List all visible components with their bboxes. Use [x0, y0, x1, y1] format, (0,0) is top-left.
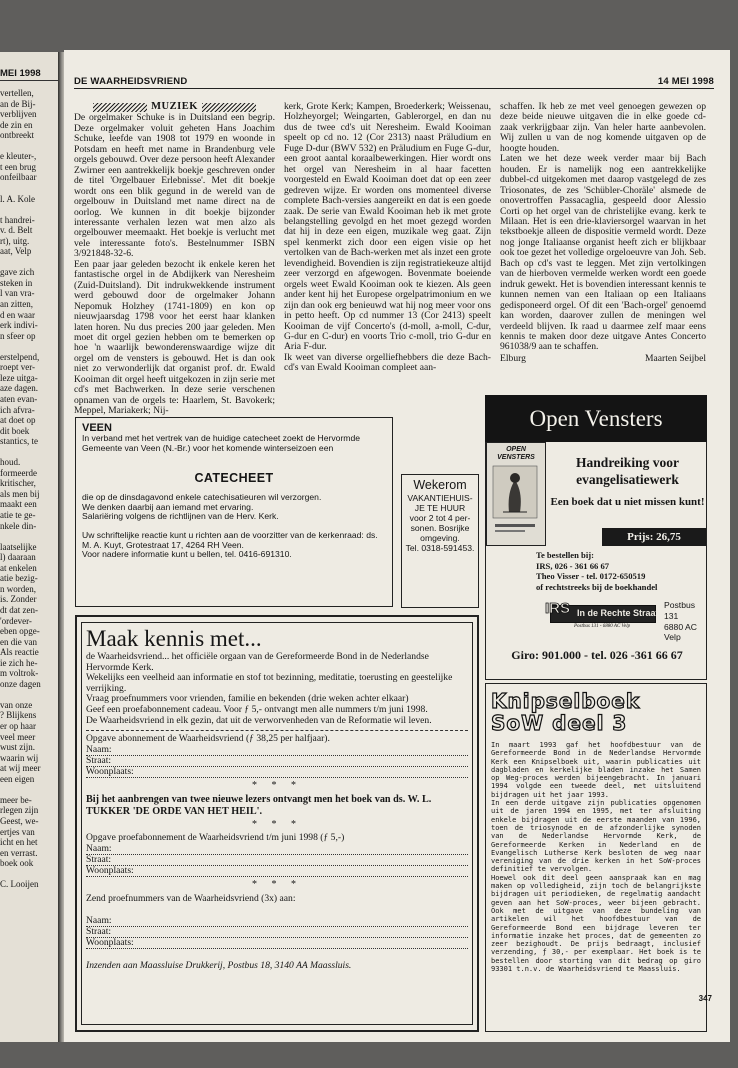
paragraph: In een derde uitgave zijn publicaties opgenomen uit de jaren 1994 en 1995, met ter afsluiting enkele bijdragen uit de eerste maanden van 1996, toen de triosynode en de afzonderlijke synoden van de Nederlandse Hervormde Kerk, de Gereformeerde Kerken in Nederland en de Evangelisch Lutherse Kerk besloten de weg naar vereniging van de drie kerken in het SoW-proces definitief te vervolgen. [491, 799, 701, 874]
byline-place: Elburg [500, 352, 526, 364]
separator-stars-2: * * * [252, 818, 302, 830]
knipsel-text [491, 741, 701, 973]
left-page-line: kritischer, [0, 478, 36, 489]
paragraph: kerk, Grote Kerk; Kampen, Broederkerk; Weissenau, Holzheyorgel; Weingarten, Gablerorgel, en dan nu dus de twee cd's uit Neresheim. Ewald Kooiman speelt op cd no. 12 (Cor 2313) naast Präludium en Fuge D-dur (BWV 532) en Präludium en Fuge G-dur, een groot aantal koraalbewerkingen. Hier wordt ons het orgel van Neresheim in al haar facetten voorgesteld en Ewald Kooiman doet dat op een zeer gedreven wijze. Er worden ons momenteel diverse complete Bach-versies aangereikt en dat is een goede zaak. De serie van Ewald Kooiman heb ik met grote belangstelling gevolgd en het moet gezegd worden dat hij in deze een eigen, muzikale weg gaat. Zijn spel kenmerkt zich door een eigen visie op het vertolken van de Bach-werken met als inzet een grote levendigheid. Bovendien is zijn registratiekeuze altijd zeer verzorgd en afgewogen. Bovenmate boeiende orgels weet Ewald Kooiman ook te kiezen. Als geen ander kent hij het Europese orgelpatrimonium en we zijn dan ook erg benieuwd wat hij nog meer voor ons in petto heeft. Op cd nummer 13 (Cor 2413) speelt Kooiman de vijf Concerto's (d-moll, a-moll, C-dur, G-dur en C-dur) en voorts Trio c-moll, trio G-dur en Aria F-dur. [284, 101, 491, 353]
book-cover [486, 442, 546, 546]
left-page-line: 'ordever- [0, 615, 32, 626]
left-page-header: MEI 1998 [0, 68, 41, 79]
naam-field-3[interactable]: Naam: [86, 916, 468, 927]
left-page-line: t handrei- [0, 214, 35, 225]
wekerom-line: JE TE HUUR [414, 503, 466, 513]
left-page-line: l) daaraan [0, 552, 36, 563]
left-page-line: v. d. Belt [0, 225, 33, 236]
paragraph: In maart 1993 gaf het hoofdbestuur van de Gereformeerde Bond in de Nederlandse Hervormde Kerk een Knipselboek uit, waarin publicaties uit dagbladen en kerkelijke bladen inzake het Samen op Weg-proces werden bijeengebracht. In januari 1994 volgde een tweede deel, met uitsluitend bijdragen uit het jaar 1993. [491, 741, 701, 799]
left-page-line: gave zich [0, 267, 35, 278]
left-page-line: onze dagen [0, 678, 41, 689]
paragraph: Voor nadere informatie kunt u bellen, tel. 0416-691310. [82, 549, 292, 560]
left-page-line: l. A. Kole [0, 193, 35, 204]
muziek-text-2 [284, 102, 491, 374]
left-page-line: icht en het [0, 837, 38, 848]
cover-illustration-icon [487, 462, 543, 540]
open-vensters-headline: Handreiking voor evangelisatiewerk [576, 455, 679, 487]
irs-logo-letters: IRS [545, 600, 571, 617]
left-page-line: formeerde [0, 467, 37, 478]
maak-title: Maak kennis met... [86, 626, 262, 651]
knipsel-title-1: Knipselboek [491, 689, 641, 713]
paragraph: Hoewel ook dit deel geen aanspraak kan en mag maken op volledigheid, zijn toch de belangrijkste bijdragen uit periodieken, de regelmatig aandacht geven aan het SoW-proces, weer bijeen gebracht. Ook met de uitgave van deze bundeling van artikelen wil het hoofdbestuur van de Gereformeerde Bond een bijdrage leveren ter informatie inzake het proces, dat de gemeenten zo zeer bezighoudt. De prijs bedraagt, inclusief verzending, ƒ 30,- per exemplaar. Het boek is te bestellen door storting van dit bedrag op giro 93301 t.n.v. de Waarheidsvriend te Maassluis. [491, 873, 701, 974]
header-rule [74, 88, 714, 89]
straat-field-1[interactable]: Straat: [86, 756, 468, 767]
order-info [536, 550, 706, 592]
title-ornament-right [202, 103, 256, 112]
left-page-line: veel meer [0, 731, 36, 742]
issue-date: 14 MEI 1998 [657, 76, 714, 87]
giro-line: Giro: 901.000 - tel. 026 -361 66 67 [511, 648, 683, 662]
veen-description [82, 493, 386, 522]
paragraph: de Waarheidsvriend... het officiële orgaan van de Gereformeerde Bond in de Nederlandse Hervormde Kerk. [86, 651, 429, 673]
woonplaats-field-3[interactable]: Woonplaats: [86, 938, 468, 949]
wekerom-ad [401, 474, 479, 608]
left-page-line: an zitten, [0, 299, 33, 309]
left-page-line: verblijven [0, 109, 37, 120]
left-page-line: aat, Velp [0, 246, 32, 257]
title-ornament-left [93, 103, 147, 112]
left-page-line: leze uitga- [0, 372, 38, 383]
woonplaats-field-1[interactable]: Woonplaats: [86, 767, 468, 778]
paragraph: Wekelijks een veelheid aan informatie en stof tot bezinning, meditatie, toerusting en geestelijke verrijking. [86, 672, 453, 694]
muziek-column-1 [74, 102, 275, 417]
left-page-line: aze dagen. [0, 383, 38, 394]
left-page-line: erstelpend, [0, 351, 40, 362]
proefnummers-label: Zend proefnummers van de Waarheidsvriend (3x) aan: [86, 892, 296, 904]
muziek-column-2 [284, 102, 491, 374]
paragraph: 131 [664, 610, 679, 621]
left-page-line: stantics, te [0, 436, 38, 447]
muziek-text-3 [500, 102, 706, 353]
naam-field-2[interactable]: Naam: [86, 844, 468, 855]
cover-title: OPEN VENSTERS [497, 446, 535, 461]
left-page-line: at wij meer [0, 763, 41, 774]
paragraph: die op de dinsdagavond enkele catechisatieuren wil verzorgen. [82, 492, 322, 503]
left-page-line: e kleuter-, [0, 151, 37, 162]
left-page-line: waarin wij [0, 752, 39, 763]
paragraph: Velp [664, 632, 681, 643]
publication-name: DE WAARHEIDSVRIEND [74, 76, 188, 87]
veen-intro: In verband met het vertrek van de huidige catecheet zoekt de Hervormde Gemeente van Veen (N.-Br.) voor het komende winterseizoen een [82, 433, 361, 453]
left-page-line: als men bij [0, 488, 40, 499]
muziek-title: MUZIEK [151, 101, 198, 112]
paragraph: De orgelmaker Schuke is in Duitsland een begrip. Deze orgelmaker voluit geheten Hans Joachim Schuke, leefde van 1908 tot 1979 en woonde in Potsdam en heeft met name in Brandenburg vele orgels gebouwd. Over deze persoon heeft Alexander Zwirner een aantrekkelijk boekje geschreven onder de titel 'Orgelbauer Erlebnisse'. Met dit boekje wordt ons een blik gegund in de wereld van de orgelbouw in Duitsland met name direct na de oorlog. We kunnen in dit boekje bijzonder interessante verhalen lezen wat men alzo als orgelbouwer meemaakt. Het boekje is verlucht met vele interessante foto's. Bestelnummer ISBN 3/921848-32-6. [74, 112, 275, 260]
left-page-line: is. Zonder [0, 594, 37, 605]
left-page-line: maakt een [0, 499, 37, 510]
byline-author: Maarten Seijbel [644, 352, 706, 364]
left-page-line: vertellen, [0, 88, 34, 98]
wekerom-line: VAKANTIEHUIS- [407, 493, 473, 503]
left-page-line: erk indivi- [0, 320, 38, 331]
paragraph: Ik weet van diverse orgelliefhebbers die deze Bach-cd's van Ewald Kooiman compleet aan- [284, 351, 491, 374]
left-page-line: an de Bij- [0, 98, 36, 109]
paragraph: Salariëring volgens de richtlijnen van de Herv. Kerk. [82, 511, 279, 522]
left-page-line: er op haar [0, 721, 36, 731]
paragraph: Postbus [664, 600, 696, 610]
left-page-line: wust zijn. [0, 742, 35, 753]
veen-heading: CATECHEET [194, 471, 274, 486]
left-page-line: atie bezig- [0, 573, 38, 584]
left-page-line: roept ver- [0, 362, 36, 373]
irs-small-address: Postbus 131 - 6880 AC Velp [574, 624, 631, 629]
maak-kennis-ad [75, 615, 479, 1032]
paragraph: 6880 AC [664, 621, 697, 632]
inzenden-address: Inzenden aan Maassluise Drukkerij, Postbus 18, 3140 AA Maassluis. [86, 960, 352, 972]
wekerom-text [404, 493, 476, 553]
paragraph: Laten we het deze week verder maar bij Bach houden. Er is namelijk nog een aantrekkelijke dubbel-cd uitgekomen met daarop vastgelegd de zes Triosonates, de zes 'Schübler-Choräle' alsmede de onovertroffen Passacaglia, gespeeld door Alessio Corti op het orgel van de christelijke evang. kerk te Milaan. Het is een drie-klaviersorgel waarvan in het tekstboekje alleen de dispositie vermeld wordt. Deze nog jonge Italiaanse organist heeft zich er blijkbaar ook toe gezet het volledige orgeloeuvre van Joh. Seb. Bach op cd's vast te leggen. Met zijn vertolkingen van de hierboven vermelde werken wordt een goede indruk gewekt. Het is bovendien interessant kennis te kunnen nemen van een Italiaan op een Italiaans gedisponeerd orgel. Of dit een 'Bach-orgel' genoemd kan worden, daarover zullen de meningen wel verdeeld blijven. Ik raad u daarmee zelf maar eens kennis te maken door deze uitgave Antes Concerto 961038/9 aan te schaffen. [500, 153, 706, 353]
left-page-line: ertjes van [0, 826, 35, 837]
paragraph: Theo Visser - tel. 0172-650519 [536, 571, 646, 581]
paragraph: schaffen. Ik heb ze met veel genoegen gewezen op deze beide nieuwe uitgaven die in elke goede cd-zaak verkrijgbaar zijn. Van heler harte aanbevolen. Wij zullen u van de nog komende uitgaven op de hoogte houden. [500, 101, 706, 154]
open-vensters-ad [485, 442, 707, 680]
left-page-line: Als reactie [0, 647, 39, 658]
left-page-line: C. Looijen [0, 879, 39, 890]
left-page-line: ? Blijkens [0, 710, 37, 721]
left-page-line: een eigen [0, 773, 35, 784]
paragraph: Vraag proefnummers voor vrienden, familie en bekenden (drie weken achter elkaar) [86, 693, 409, 705]
veen-ad [75, 417, 393, 607]
left-header-rule [0, 80, 58, 81]
left-page-line: dit boek [0, 425, 30, 436]
open-vensters-banner: Open Vensters [485, 395, 707, 442]
separator-stars-1: * * * [252, 779, 302, 791]
muziek-text-1 [74, 113, 275, 416]
left-page-line: t een brug [0, 161, 36, 172]
straat-field-2[interactable]: Straat: [86, 855, 468, 866]
left-page-line: at doet op [0, 415, 36, 426]
left-page-line: onfeilbaar [0, 172, 37, 183]
left-page-line: aten evan- [0, 393, 38, 404]
left-page-line: ich afvra- [0, 404, 35, 415]
left-page-line: rt), uitg. [0, 235, 30, 246]
proefabonnement-label: Opgave proefabonnement de Waarheidsvriend t/m juni 1998 (ƒ 5,-) [86, 832, 345, 844]
wekerom-line: omgeving. [420, 533, 460, 543]
page [64, 50, 730, 1042]
left-page-line: ie zich he- [0, 657, 38, 668]
paragraph: Geef een proefabonnement cadeau. Voor ƒ 5,- ontvangt men alle nummers t/m juni 1998. [86, 703, 428, 715]
left-page-line: n worden, [0, 583, 36, 594]
knipsel-title-2: SoW deel 3 [491, 711, 628, 735]
wekerom-line: Tel. 0318-591453. [405, 543, 475, 553]
postbus-address [664, 600, 706, 643]
irs-logo-text: In de Rechte Straat [577, 608, 659, 618]
left-page-line: laatselijke [0, 541, 37, 552]
abonnement-label: Opgave abonnement de Waarheidsvriend (ƒ 38,25 per halfjaar). [86, 733, 330, 745]
paragraph: We denken daarbij aan iemand met ervaring. [82, 501, 254, 512]
veen-contact [82, 531, 386, 560]
left-page-line: at enkelen [0, 562, 37, 573]
naam-field-1[interactable]: Naam: [86, 745, 468, 756]
left-page-line: houd. [0, 457, 21, 468]
paragraph: IRS, 026 - 361 66 67 [536, 560, 610, 571]
left-page-line: de zin en [0, 119, 33, 130]
page-number: 347 [698, 994, 712, 1003]
price-badge: Prijs: 26,75 [602, 528, 706, 546]
knipselboek-ad [485, 683, 707, 1032]
left-page-line: steken in [0, 277, 33, 288]
open-vensters-subline: Een boek dat u niet missen kunt! [550, 496, 705, 508]
left-page-line: atie te ge- [0, 510, 36, 520]
paragraph: Een paar jaar geleden bezocht ik enkele keren het fantastische orgel in de Abdijkerk van Neresheim (Zuid-Duitsland). Dit indrukwekkende instrument werd gebouwd door de orgelmaker Johann Nepomuk Holzhey (1741-1809) en kon op nieuwjaarsdag 1798 voor het eerst haar klanken laten horen. Nu dus precies 200 jaar geleden. Men moet dit orgel gezien hebben om te bemerken op hoe 'n waarlijk bewonderenswaardige wijze dit orgel om de vensters is gebouwd. Het is dan ook niet zo verwonderlijk dat organist prof. dr. Ewald Kooiman dit orgel heeft uitgekozen in zijn serie met cd's met Bachwerken. In deze serie verschenen opnamen van de orgels te: Haarlem, St. Bavokerk; Meppel, Mariakerk; Nij- [74, 258, 275, 417]
wekerom-line: voor 2 tot 4 per- [409, 513, 471, 523]
maak-intro [86, 652, 468, 726]
paragraph: Uw schriftelijke reactie kunt u richten aan de voorzitter van de kerkenraad: ds. M. A. Kuyt, Grotestraat 17, 4264 RH Veen. [82, 529, 378, 550]
tukker-offer: Bij het aanbrengen van twee nieuwe lezers ontvangt men het boek van ds. W. L. TUKKER 'DE ORDE VAN HET HEIL'. [86, 794, 432, 817]
left-page-line: en die van [0, 636, 37, 647]
left-page-line: nkele din- [0, 520, 37, 531]
left-page-line: ontbreekt [0, 130, 34, 141]
wekerom-title: Wekerom [413, 478, 467, 492]
left-page-line: d en waar [0, 309, 35, 320]
woonplaats-field-2[interactable]: Woonplaats: [86, 866, 468, 877]
left-page-line: rlegen zijn [0, 805, 39, 816]
left-page-line: l van vra- [0, 288, 35, 299]
left-page [0, 52, 58, 1042]
left-page-line: en verrast. [0, 847, 38, 858]
left-page-line: eben opge- [0, 626, 40, 637]
left-page-line: meer be- [0, 794, 32, 805]
left-page-line: n sfeer op [0, 330, 36, 341]
separator-stars-3: * * * [252, 878, 302, 890]
veen-title: VEEN [82, 422, 112, 434]
paragraph: of rechtstreeks bij de boekhandel [536, 581, 658, 592]
left-page-line: dt dat zen- [0, 604, 38, 615]
section-title [74, 102, 275, 112]
muziek-column-3 [500, 102, 706, 364]
irs-logo [545, 600, 659, 623]
left-page-line: van onze [0, 699, 33, 710]
paragraph: De Waarheidsvriend in elk gezin, dat uit de verworvenheden van de Reformatie wil leven. [86, 714, 432, 726]
left-page-line: boek ook [0, 858, 34, 869]
straat-field-3[interactable]: Straat: [86, 927, 468, 938]
paragraph: Te bestellen bij: [536, 550, 594, 560]
wekerom-line: sonen. Bosrijke [410, 523, 470, 533]
left-page-line: Geest, we- [0, 815, 39, 826]
byline [500, 354, 706, 364]
left-page-line: m voltrok- [0, 668, 39, 679]
